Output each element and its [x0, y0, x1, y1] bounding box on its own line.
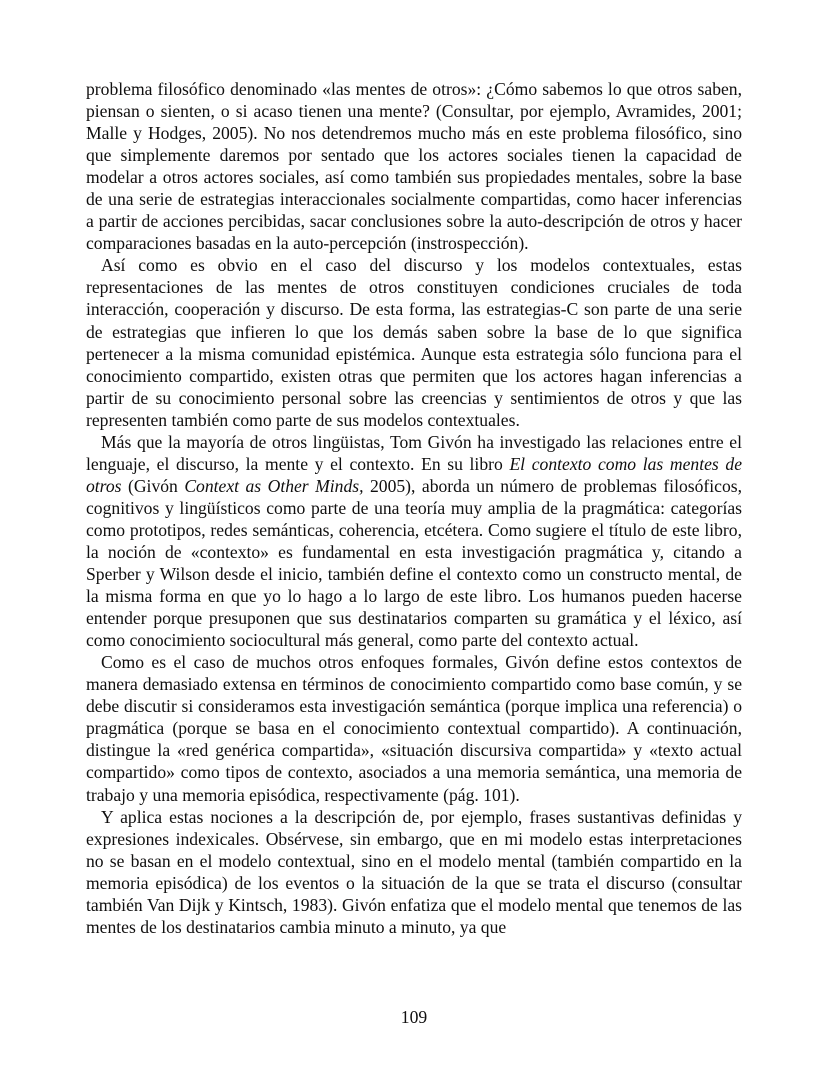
- italic-run: Context as Other Minds,: [184, 475, 364, 496]
- paragraph-para-5: Y aplica estas nociones a la descripción de, por ejemplo, frases sustantivas definidas y expresiones indexicales. Obsérvese, sin embargo, que en mi modelo estas interpretaciones no se basan en el modelo contextual, sino en el modelo mental (también compartido en la memoria episódica) de los eventos o la situación de la que se trata el discurso (consultar también Van Dijk y Kintsch, 1983). Givón enfatiza que el modelo mental que tenemos de las mentes de los destinatarios cambia minuto a minuto, ya que: [86, 806, 742, 937]
- italic-run: El contexto como las mentes de otros: [86, 453, 743, 496]
- body-text-column: [86, 78, 742, 938]
- paragraph-para-1: problema filosófico denominado «las mentes de otros»: ¿Cómo sabemos lo que otros saben, piensan o sienten, o si acaso tienen una mente? (Consultar, por ejemplo, Avramides, 2001; Malle y Hodges, 2005). No nos detendremos mucho más en este problema filosófico, sino que simplemente daremos por sentado que los actores sociales tienen la capacidad de modelar a otros actores sociales, así como también sus propiedades mentales, sobre la base de una serie de estrategias interaccionales socialmente compartidas, como hacer inferencias a partir de acciones percibidas, sacar conclusiones sobre la auto-descripción de otros y hacer comparaciones basadas en la auto-percepción (instrospección).: [86, 79, 742, 254]
- paragraph-para-4: Como es el caso de muchos otros enfoques formales, Givón define estos contextos de manera demasiado extensa en términos de conocimiento compartido como base común, y se debe discutir si consideramos esta investigación semántica (porque implica una referencia) o pragmática (porque se basa en el conocimiento contextual compartido). A continuación, distingue la «red genérica compartida», «situación discursiva compartida» y «texto actual compartido» como tipos de contexto, asociados a una memoria semántica, una memoria de trabajo y una memoria episódica, respectivamente (pág. 101).: [86, 652, 742, 805]
- page-number: 109: [400, 1007, 428, 1027]
- paragraph-para-2: Así como es obvio en el caso del discurso y los modelos contextuales, estas representaciones de las mentes de otros constituyen condiciones cruciales de toda interacción, cooperación y discurso. De esta forma, las estrategias-C son parte de una serie de estrategias que infieren lo que los demás saben sobre la base de lo que significa pertenecer a la misma comunidad epistémica. Aunque esta estrategia sólo funciona para el conocimiento compartido, existen otras que permiten que los actores hagan inferencias a partir de su conocimiento personal sobre las creencias y sentimientos de otros y que las representen también como parte de sus modelos contextuales.: [86, 255, 742, 430]
- paragraph-para-3: Más que la mayoría de otros lingüistas, Tom Givón ha investigado las relaciones entre el lenguaje, el discurso, la mente y el contexto. En su libro El contexto como las mentes de otros (Givón Context as Other Minds, 2005), aborda un número de problemas filosóficos, cognitivos y lingüísticos como parte de una teoría muy amplia de la pragmática: categorías como prototipos, redes semánticas, coherencia, etcétera. Como sugiere el título de este libro, la noción de «contexto» es fundamental en esta investigación pragmática y, citando a Sperber y Wilson desde el inicio, también define el contexto como un constructo mental, de la misma forma en que yo lo hago a lo largo de este libro. Los humanos pueden hacerse entender porque presuponen que sus destinatarios comparten su gramática y el léxico, así como conocimiento sociocultural más general, como parte del contexto actual.: [86, 431, 743, 651]
